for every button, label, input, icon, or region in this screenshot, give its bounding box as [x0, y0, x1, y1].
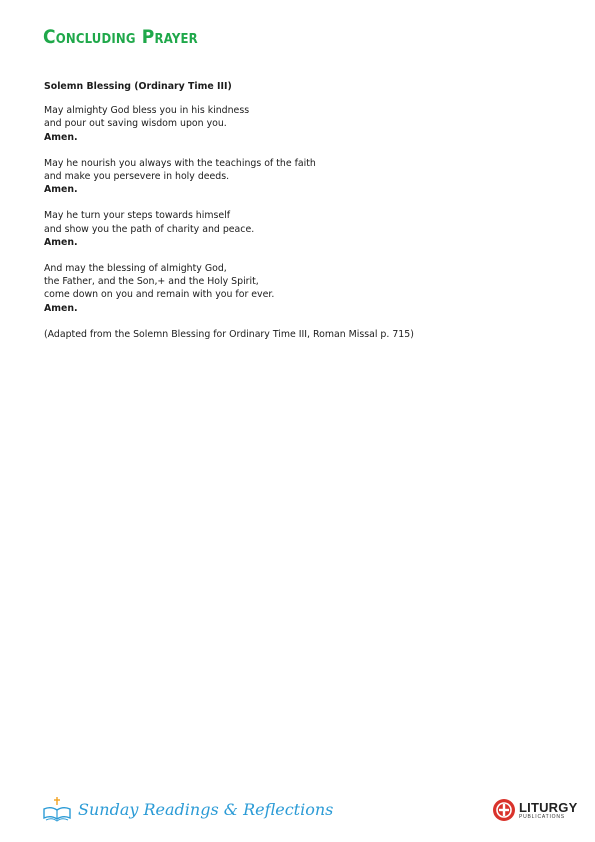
response-amen: Amen.	[44, 302, 78, 314]
footer-brand	[42, 795, 333, 823]
response-amen: Amen.	[44, 131, 78, 143]
open-book-cross-icon	[42, 796, 72, 822]
liturgy-publications-logo	[492, 797, 577, 823]
stanza-4	[44, 262, 544, 315]
logo-sub-text: PUBLICATIONS	[519, 813, 565, 820]
stanza-2	[44, 157, 544, 197]
stanza-1	[44, 104, 544, 144]
blessing-subtitle: Solemn Blessing (Ordinary Time III)	[44, 81, 232, 92]
footer-brand-label: Sunday Readings & Reflections	[78, 799, 334, 819]
stanza-line: May almighty God bless you in his kindness	[44, 105, 250, 117]
response-amen: Amen.	[44, 184, 78, 196]
response-amen: Amen.	[44, 236, 78, 248]
stanza-line: May he nourish you always with the teachings of the faith	[44, 157, 316, 169]
stanza-line: and pour out saving wisdom upon you.	[44, 118, 227, 130]
stanza-line: and show you the path of charity and peace.	[44, 223, 255, 235]
source-note: (Adapted from the Solemn Blessing for Ordinary Time III, Roman Missal p. 715)	[44, 328, 414, 340]
stanza-line: and make you persevere in holy deeds.	[44, 171, 230, 183]
stanza-line: May he turn your steps towards himself	[44, 210, 231, 222]
page-title: Concluding Prayer	[43, 26, 198, 48]
liturgy-logo-icon	[492, 798, 516, 822]
logo-main-text: LITURGY	[519, 799, 578, 815]
stanza-3	[44, 209, 544, 249]
stanza-line: And may the blessing of almighty God,	[44, 263, 227, 275]
stanza-line: come down on you and remain with you for ever.	[44, 289, 275, 301]
stanza-line: the Father, and the Son,+ and the Holy Spirit,	[44, 276, 259, 288]
blessing-content	[44, 80, 544, 341]
